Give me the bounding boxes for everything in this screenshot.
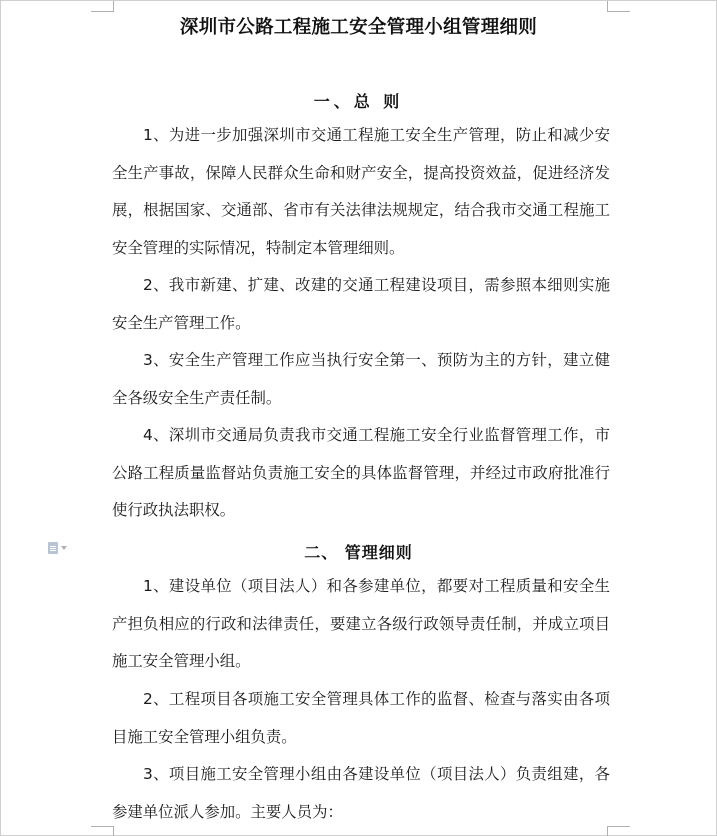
page-corner-mark-bottom-right (607, 826, 630, 836)
page-corner-mark-top-right (607, 1, 630, 12)
paragraph: 2、工程项目各项施工安全管理具体工作的监督、检查与落实由各项目施工安全管理小组负责。 (112, 690, 610, 746)
paragraph: 3、安全生产管理工作应当执行安全第一、预防为主的方针，建立健全各级安全生产责任制。 (112, 351, 610, 407)
page-corner-mark-top-left (91, 1, 114, 12)
paragraph: 2、我市新建、扩建、改建的交通工程建设项目，需参照本细则实施安全生产管理工作。 (112, 276, 610, 332)
page-corner-mark-bottom-left (91, 826, 114, 836)
paragraph: 1、为进一步加强深圳市交通工程施工安全生产管理，防止和减少安全生产事故，保障人民群众生命和财产安全，提高投资效益，促进经济发展，根据国家、交通部、省市有关法律法规规定，结合我市交通工程施工安全管理的实际情况，特制定本管理细则。 (112, 126, 610, 257)
paragraph: 4、深圳市交通局负责我市交通工程施工安全行业监督管理工作，市公路工程质量监督站负责施工安全的具体监督管理，并经过市政府批准行使行政执法职权。 (112, 426, 610, 520)
document-title: 深圳市公路工程施工安全管理小组管理细则 (179, 17, 538, 38)
section-heading-general: 一、总 则 (313, 92, 404, 111)
section-heading-rules: 二、 管理细则 (304, 543, 413, 562)
paragraph: 3、项目施工安全管理小组由各建设单位（项目法人）负责组建，各参建单位派人参加。主要人员为： (112, 765, 610, 821)
paragraph: 1、建设单位（项目法人）和各参建单位，都要对工程质量和安全生产担负相应的行政和法律责任，要建立各级行政领导责任制，并成立项目施工安全管理小组。 (112, 577, 610, 671)
